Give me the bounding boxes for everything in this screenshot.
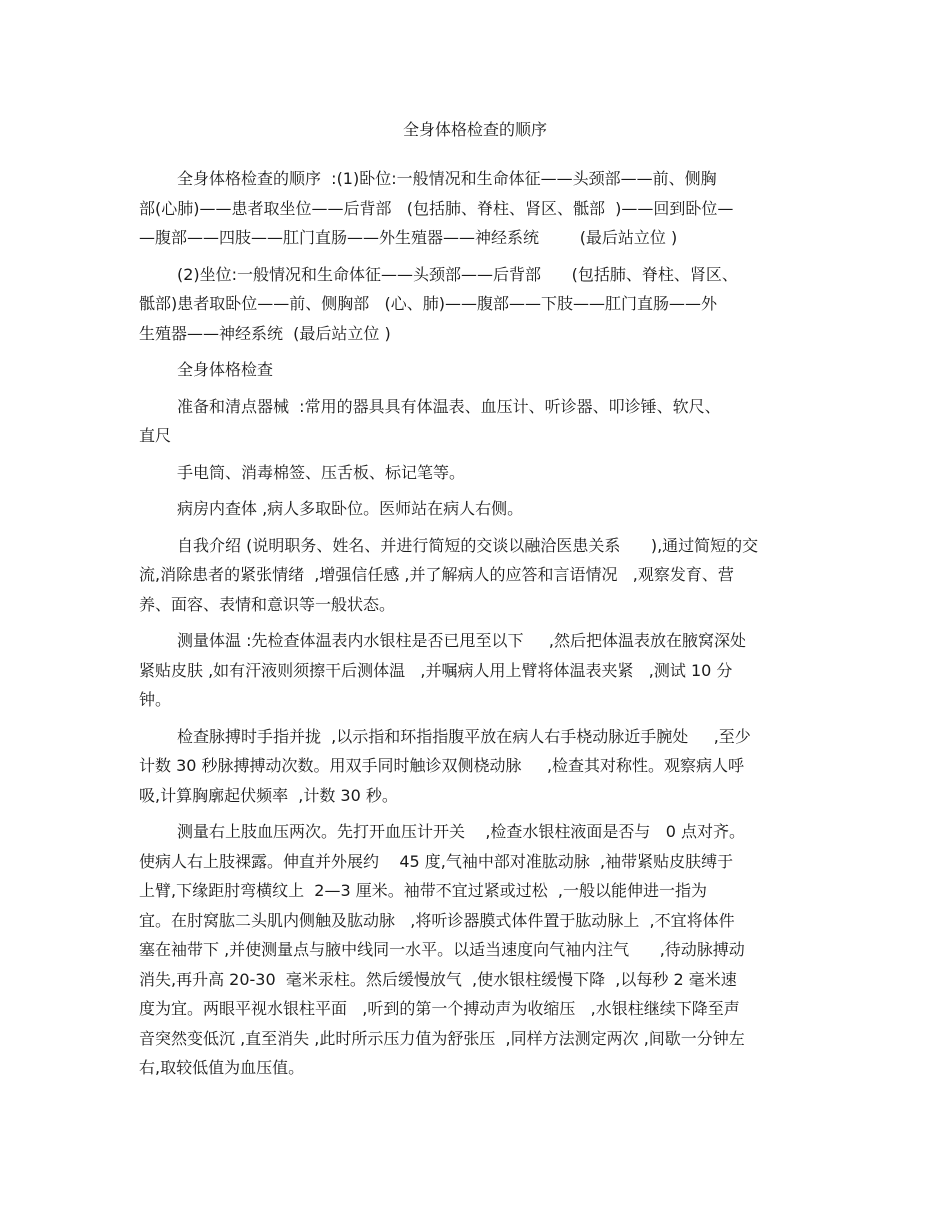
paragraph-ward-exam: [139, 494, 819, 524]
text-line: 紧贴皮肤 ,如有汗液则须擦干后测体温 ,并嘱病人用上臂将体温表夹紧 ,测试 10 分: [139, 660, 733, 680]
text-line: 检查脉搏时手指并拢 ,以示指和环指指腹平放在病人右手桡动脉近手腕处 ,至少: [177, 726, 751, 746]
text-line: 钟。: [139, 690, 172, 709]
text-line: 生殖器——神经系统 (最后站立位 ): [139, 323, 391, 343]
text-line: 自我介绍 (说明职务、姓名、并进行简短的交谈以融洽医患关系 ),通过简短的交: [177, 535, 759, 555]
paragraph-self-introduction: [139, 531, 819, 620]
text-line: 手电筒、消毒棉签、压舌板、标记笔等。: [177, 462, 466, 482]
paragraph-equipment-continued: [139, 458, 819, 488]
document-body: [139, 164, 819, 1090]
text-line: 准备和清点器械 :常用的器具具有体温表、血压计、听诊器、叩诊锤、软尺、: [177, 396, 721, 416]
paragraph-pulse-check: [139, 722, 819, 811]
text-line: 测量右上肢血压两次。先打开血压计开关 ,检查水银柱液面是否与 0 点对齐。: [177, 822, 745, 841]
text-line: (2)坐位:一般情况和生命体征——头颈部——后背部 (包括肺、脊柱、肾区、: [177, 264, 738, 284]
paragraph-sitting-position-order: [139, 260, 819, 349]
text-line: 骶部)患者取卧位——前、侧胸部 (心、肺)——腹部——下肢——肛门直肠——外: [139, 294, 717, 313]
text-line: 消失,再升高 20-30 毫米汞柱。然后缓慢放气 ,使水银柱缓慢下降 ,以每秒 2 毫米速: [139, 969, 737, 989]
text-line: 计数 30 秒脉搏搏动次数。用双手同时触诊双侧桡动脉 ,检查其对称性。观察病人呼: [139, 756, 745, 775]
text-line: 宜。在肘窝肱二头肌内侧触及肱动脉 ,将听诊器膜式体件置于肱动脉上 ,不宜将体件: [139, 910, 735, 930]
paragraph-section-heading: [139, 355, 819, 385]
paragraph-blood-pressure: [139, 817, 819, 1083]
text-line: 度为宜。两眼平视水银柱平面 ,听到的第一个搏动声为收缩压 ,水银柱继续下降至声: [139, 999, 740, 1018]
text-line: 养、面容、表情和意识等一般状态。: [139, 594, 396, 614]
paragraph-lying-position-order: [139, 164, 819, 253]
paragraph-equipment: [139, 392, 819, 451]
document-title: 全身体格检查的顺序: [402, 120, 547, 139]
text-line: 流,消除患者的紧张情绪 ,增强信任感 ,并了解病人的应答和言语情况 ,观察发育、营: [139, 565, 734, 584]
text-line: 全身体格检查的顺序 :(1)卧位:一般情况和生命体征——头颈部——前、侧胸: [177, 169, 717, 188]
text-line: 音突然变低沉 ,直至消失 ,此时所示压力值为舒张压 ,同样方法测定两次 ,间歇一分钟左: [139, 1028, 745, 1048]
paragraph-body-temperature: [139, 626, 819, 715]
text-line: 上臂,下缘距肘弯横纹上 2—3 厘米。袖带不宜过紧或过松 ,一般以能伸进一指为: [139, 881, 707, 900]
text-line: 病房内查体 ,病人多取卧位。医师站在病人右侧。: [177, 499, 524, 518]
text-line: 部(心肺)——患者取坐位——后背部 (包括肺、脊柱、肾区、骶部 )——回到卧位—: [139, 198, 734, 218]
text-line: 使病人右上肢裸露。伸直并外展约 45 度,气袖中部对准肱动脉 ,袖带紧贴皮肤缚于: [139, 851, 734, 871]
text-line: 右,取较低值为血压值。: [139, 1058, 305, 1077]
text-line: —腹部——四肢——肛门直肠——外生殖器——神经系统 (最后站立位 ): [139, 228, 678, 247]
text-line: 测量体温 :先检查体温表内水银柱是否已甩至以下 ,然后把体温表放在腋窝深处: [177, 631, 746, 650]
text-line: 吸,计算胸廓起伏频率 ,计数 30 秒。: [139, 785, 398, 805]
text-line: 全身体格检查: [177, 360, 274, 379]
text-line: 直尺: [139, 426, 172, 445]
text-line: 塞在袖带下 ,并使测量点与腋中线同一水平。以适当速度向气袖内注气 ,待动脉搏动: [139, 940, 745, 959]
